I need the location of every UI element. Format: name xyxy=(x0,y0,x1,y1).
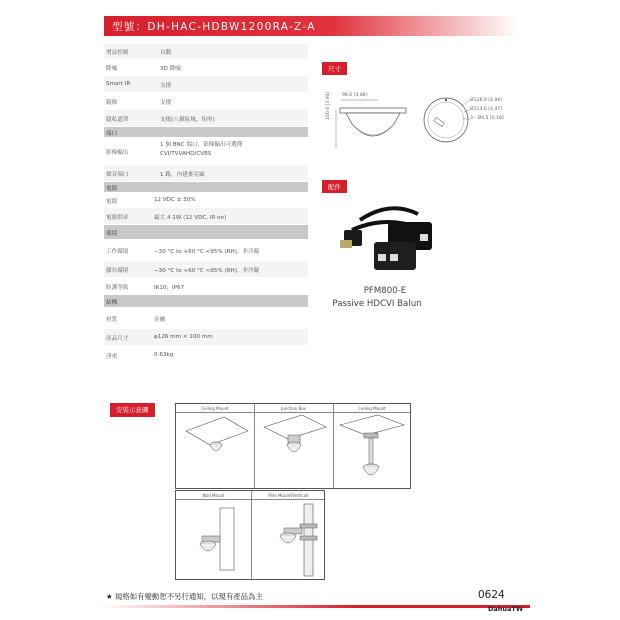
spec-value: φ126 mm × 100 mm xyxy=(154,334,213,340)
spec-value: 0.63kg xyxy=(154,352,174,358)
accessory-model: PFM800-E xyxy=(363,286,407,296)
balun-image xyxy=(330,200,440,280)
spec-label: 淨重 xyxy=(106,354,118,360)
dimension-holes: 3 - Ø4.5 [0.18] xyxy=(470,116,504,121)
model-title-bar xyxy=(104,16,518,36)
spec-label: Smart IR xyxy=(106,81,131,87)
spec-row xyxy=(104,93,308,110)
mount-label: Pole Mount(Vertical) xyxy=(268,493,309,498)
installation-grid-bottom xyxy=(175,490,325,580)
spec-label: 增益控制 xyxy=(106,50,129,56)
spec-value: 支援 xyxy=(160,100,172,106)
dimension-outer-diameter: Ø126.0 [4.96] xyxy=(470,98,503,103)
footer-rule xyxy=(100,604,530,609)
spec-value: −30 °C to +60 °C <95% (RH)，非冷凝 xyxy=(154,249,260,255)
section-label: 結構 xyxy=(106,300,118,306)
mount-label: Junction Box xyxy=(281,406,306,411)
spec-value: 12 VDC ± 30% xyxy=(154,197,196,203)
section-label: 環境 xyxy=(106,231,118,237)
page-number: 0624 xyxy=(478,589,505,601)
spec-value: −30 °C to +60 °C <95% (RH)，非冷凝 xyxy=(154,268,260,274)
accessories-tag: 配件 xyxy=(322,180,347,193)
section-label: 電源 xyxy=(106,186,118,192)
spec-label: 隱私遮罩 xyxy=(106,117,129,123)
spec-row xyxy=(104,59,308,76)
spec-value: 1 路，內建麥克風 xyxy=(160,172,205,178)
spec-section-header xyxy=(104,182,308,193)
mount-illustrations-bottom xyxy=(176,500,324,579)
mount-label: Ceiling Mount xyxy=(358,406,386,411)
spec-value: 支援 xyxy=(160,83,172,89)
spec-label: 儲存環境 xyxy=(106,268,129,274)
spec-label: 防護等級 xyxy=(106,285,129,291)
installation-tag: 安裝示意圖 xyxy=(110,403,155,417)
spec-row xyxy=(104,44,308,59)
model-title: 型號：DH-HAC-HDBW1200RA-Z-A xyxy=(112,21,316,33)
spec-row xyxy=(104,208,308,225)
spec-value: 自動 xyxy=(160,50,172,56)
spec-label: 聲音端口 xyxy=(106,172,129,178)
mount-illustrations-top xyxy=(176,413,410,488)
spec-section-header xyxy=(104,295,308,308)
spec-label: 產品尺寸 xyxy=(106,336,129,342)
spec-value: 最大 4.1W (12 VDC, IR on) xyxy=(154,215,227,221)
accessory-name: Passive HDCVI Balun xyxy=(332,299,422,309)
mount-label: Wall Mount xyxy=(202,493,225,498)
spec-row xyxy=(104,278,308,295)
dimension-width: 98.6 [3.88] xyxy=(342,93,368,98)
spec-value: 1 個 BNC 端口，影像輸出可選擇 CVI/TVI/AHD/CVBS xyxy=(160,142,243,157)
footer-note: ★ 規格如有變動恕不另行通知，以現有產品為主 xyxy=(106,592,263,601)
spec-section-header xyxy=(104,225,308,240)
section-label: 端口 xyxy=(106,131,118,137)
dimensions-tag: 尺寸 xyxy=(322,62,347,75)
brand-name: DahuaTW xyxy=(488,605,524,613)
spec-row xyxy=(104,240,308,261)
spec-table xyxy=(104,44,308,365)
spec-row xyxy=(104,261,308,278)
spec-label: 影像輸出 xyxy=(106,150,129,156)
spec-row xyxy=(104,329,308,346)
spec-value: 3D 降噪 xyxy=(160,66,181,72)
spec-row xyxy=(104,138,308,165)
spec-row xyxy=(104,193,308,208)
spec-label: 電源供率 xyxy=(106,215,129,221)
installation-grid-top xyxy=(175,403,411,489)
spec-section-header xyxy=(104,127,308,138)
spec-label: 降噪 xyxy=(106,66,118,72)
spec-label: 電源 xyxy=(106,199,118,205)
mount-label: Ceiling Mount xyxy=(201,406,229,411)
spec-label: 工作環境 xyxy=(106,249,129,255)
spec-value: 支援(八個區域，矩形) xyxy=(160,117,215,123)
dimension-height: 100.0 [3.94] xyxy=(326,91,331,120)
spec-label: 材質 xyxy=(106,317,118,323)
spec-row xyxy=(104,76,308,93)
dimension-inner-diameter: Ø113.6 [4.47] xyxy=(470,107,503,112)
spec-row xyxy=(104,110,308,127)
spec-row xyxy=(104,308,308,329)
spec-label: 鏡像 xyxy=(106,100,118,106)
spec-value: IK10；IP67 xyxy=(154,285,185,291)
spec-row xyxy=(104,165,308,182)
spec-row xyxy=(104,346,308,365)
spec-value: 金屬 xyxy=(154,317,166,323)
